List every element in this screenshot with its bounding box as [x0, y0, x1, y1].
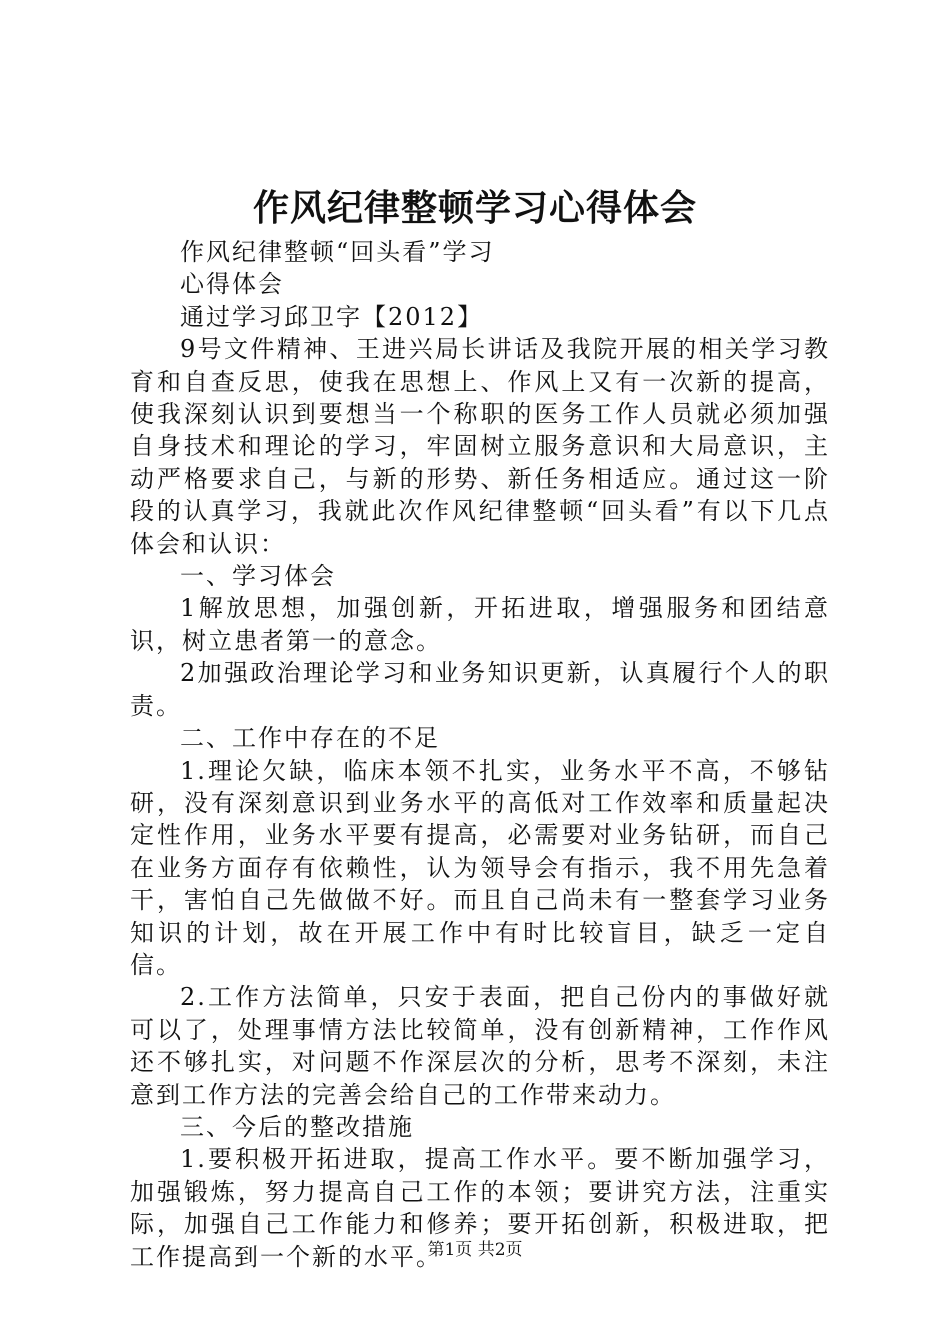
paragraph: 2加强政治理论学习和业务知识更新，认真履行个人的职责。 — [130, 659, 830, 720]
paragraph: 1解放思想，加强创新，开拓进取，增强服务和团结意识，树立患者第一的意念。 — [130, 594, 830, 655]
document-title: 作风纪律整顿学习心得体会 — [252, 187, 697, 229]
section-heading: 一、学习体会 — [180, 562, 336, 591]
paragraph: 1.理论欠缺，临床本领不扎实，业务水平不高，不够钻研，没有深刻意识到业务水平的高低对工作效率和质量起决定性作用，业务水平要有提高，必需要对业务钻研，而自己在业务方面存有依赖性，认为领导会有指示，我不用先急着干，害怕自己先做做不好。而且自己尚未有一整套学习业务知识的计划，故在开展工作中有时比较盲目，缺乏一定自信。 — [130, 756, 830, 979]
paragraph: 2.工作方法简单，只安于表面，把自己份内的事做好就可以了，处理事情方法比较简单，没有创新精神，工作作风还不够扎实，对问题不作深层次的分析，思考不深刻，未注意到工作方法的完善会给自己的工作带来动力。 — [130, 983, 830, 1109]
section-heading: 二、工作中存在的不足 — [180, 724, 440, 753]
page-number-footer: 第1页 共2页 — [427, 1240, 523, 1260]
paragraph: 作风纪律整顿“回头看”学习 — [180, 238, 495, 266]
section-heading: 三、今后的整改措施 — [180, 1112, 414, 1141]
paragraph: 1.要积极开拓进取，提高工作水平。要不断加强学习，加强锻炼，努力提高自己工作的本领；要讲究方法，注重实际，加强自己工作能力和修养；要开拓创新，积极进取，把工作提高到一个新的水平。 — [130, 1145, 830, 1271]
paragraph: 9号文件精神、王进兴局长讲话及我院开展的相关学习教育和自查反思，使我在思想上、作风上又有一次新的提高，使我深刻认识到要想当一个称职的医务工作人员就必须加强自身技术和理论的学习，牢固树立服务意识和大局意识，主动严格要求自己，与新的形势、新任务相适应。通过这一阶段的认真学习，我就此次作风纪律整顿“回头看”有以下几点体会和认识： — [130, 335, 830, 558]
paragraph: 通过学习邱卫字【2012】 — [180, 302, 484, 331]
document-body — [130, 236, 830, 1273]
paragraph: 心得体会 — [180, 270, 284, 299]
